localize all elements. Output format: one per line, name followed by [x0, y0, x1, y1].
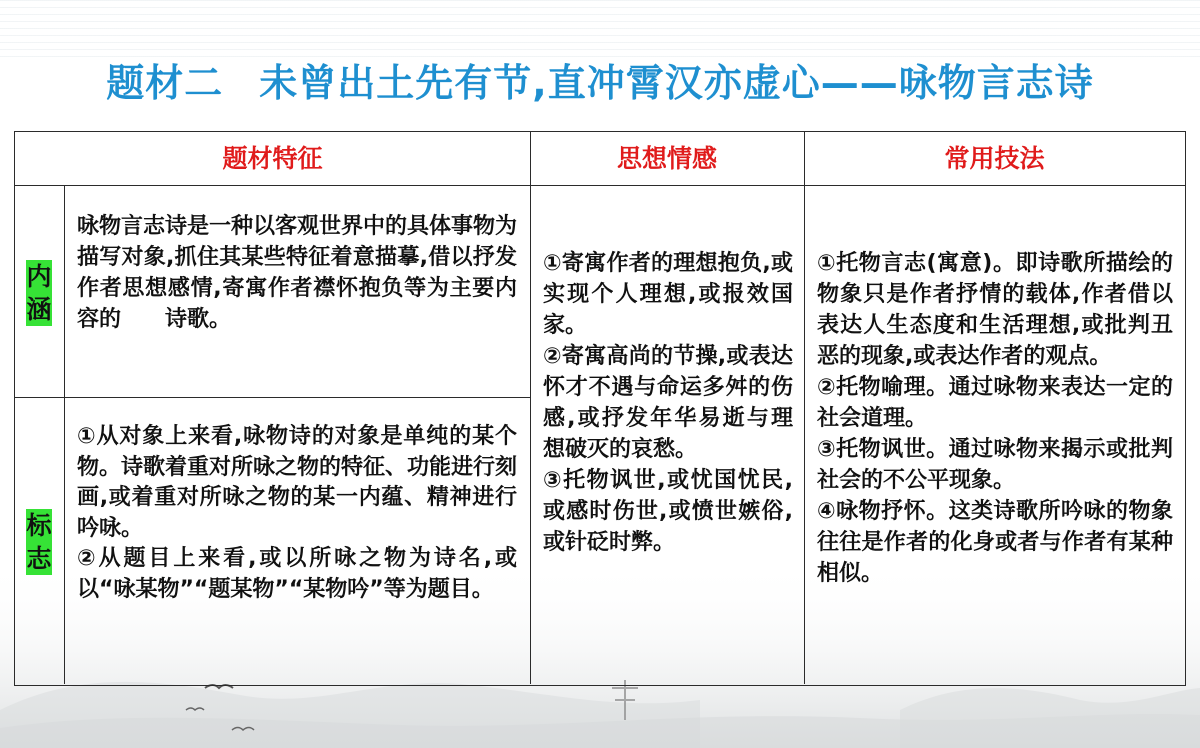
row-label-biaozhi: [26, 509, 52, 575]
technique-cell: [817, 248, 1173, 589]
row-label-char: 涵: [26, 295, 52, 324]
content-table: [14, 131, 1186, 686]
row-label-char: 标: [26, 511, 52, 540]
title-part-2: 未曾出土先有节,直冲霄汉亦虚心——咏物言志诗: [259, 61, 1094, 105]
emotion-cell: [543, 248, 793, 558]
neihan-text: 咏物言志诗是一种以客观世界中的具体事物为描写对象,抓住其某些特征着意描摹,借以抒发作者思想感情,寄寓作者襟怀抱负等为主要内容的 诗歌。: [77, 214, 518, 332]
row-label-neihan: [26, 260, 52, 326]
technique-line: ④咏物抒怀。这类诗歌所吟咏的物象往往是作者的化身或者与作者有某种相似。: [817, 499, 1173, 586]
label-column-divider: [64, 185, 65, 684]
technique-line: ③托物讽世。通过咏物来揭示或批判社会的不公平现象。: [817, 437, 1173, 493]
technique-line: ②托物喻理。通过咏物来表达一定的社会道理。: [817, 375, 1173, 431]
biaozhi-line: ②从题目上来看,或以所咏之物为诗名,或以“咏某物”“题某物”“某物吟”等为题目。: [77, 546, 517, 602]
biaozhi-cell: [77, 422, 517, 605]
neihan-cell: [77, 211, 517, 335]
background-rules: [0, 0, 1200, 60]
row-label-char: 志: [26, 544, 52, 573]
title-part-1: 题材二: [106, 61, 224, 105]
header-divider: [15, 185, 1185, 186]
row-label-char: 内: [26, 262, 52, 291]
page-title: [0, 52, 1200, 107]
header-features: 题材特征: [222, 144, 323, 173]
biaozhi-line: ①从对象上来看,咏物诗的对象是单纯的某个物。诗歌着重对所咏之物的特征、功能进行刻画,或着重对所咏之物的某一内蕴、精神进行吟咏。: [77, 424, 518, 541]
column-divider: [804, 132, 805, 684]
emotion-line: ②寄寓高尚的节操,或表达怀才不遇与命运多舛的伤感,或抒发年华易逝与理想破灭的哀愁。: [543, 344, 793, 462]
emotion-line: ①寄寓作者的理想抱负,或实现个人理想,或报效国家。: [543, 251, 793, 338]
column-divider: [530, 132, 531, 684]
header-techniques: 常用技法: [944, 144, 1045, 173]
emotion-line: ③托物讽世,或忧国忧民,或感时伤世,或愤世嫉俗,或针砭时弊。: [543, 468, 793, 555]
row-divider: [15, 397, 530, 398]
technique-line: ①托物言志(寓意)。即诗歌所描绘的物象只是作者抒情的载体,作者借以表达人生态度和生活理想,或批判丑恶的现象,或表达作者的观点。: [817, 251, 1173, 369]
header-emotions: 思想情感: [616, 144, 717, 173]
